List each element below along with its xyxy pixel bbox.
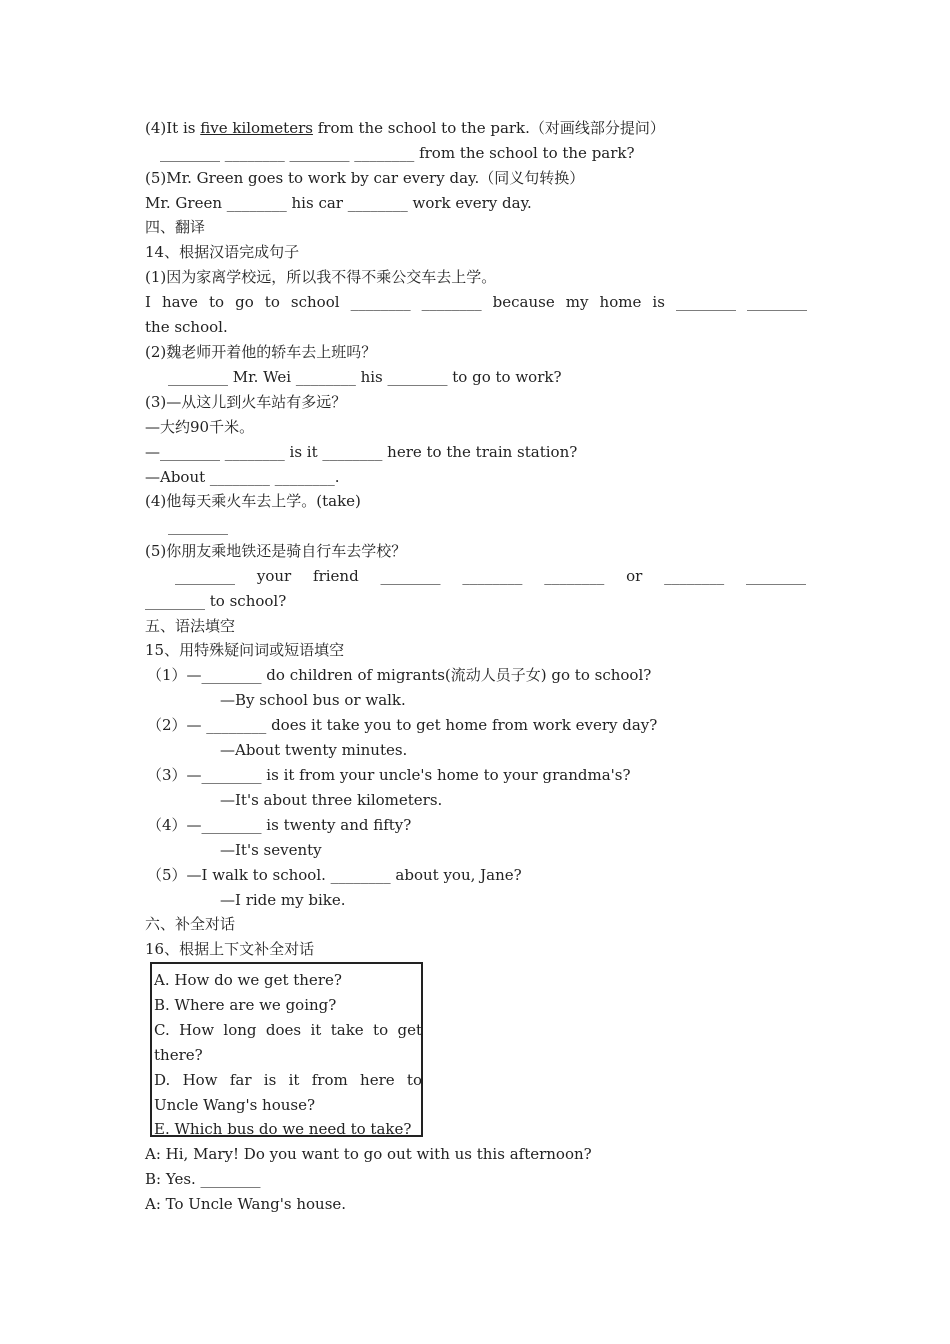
- dialog-line-1: A: Hi, Mary! Do you want to go out with us this afternoon?: [145, 1145, 592, 1163]
- q14-item5-english-line2: ________ to school?: [145, 592, 287, 610]
- q13-item4-answer: ________ ________ ________ ________ from the school to the park?: [160, 144, 635, 162]
- q15-item3-answer: —It's about three kilometers.: [220, 791, 443, 809]
- q14-item5-english-line1: ________ your friend ________ ________ ________ or ________ ________: [175, 567, 806, 585]
- q14-item3-chinese-answer: —大约90千米。: [145, 418, 255, 436]
- q14-title: 14、根据汉语完成句子: [145, 243, 300, 261]
- q14-item4-english: ________: [168, 517, 228, 535]
- dialog-line-3: A: To Uncle Wang's house.: [145, 1195, 347, 1213]
- q14-item1-english-line1: I have to go to school ________ ________ because my home is ________ ________: [145, 293, 807, 311]
- q14-item5-chinese: (5)你朋友乘地铁还是骑自行车去学校？: [145, 542, 407, 560]
- q14-item2-english: ________ Mr. Wei ________ his ________ to go to work?: [168, 368, 562, 386]
- q14-item4-chinese: (4)他每天乘火车去上学。(take): [145, 492, 361, 510]
- q15-item1-question: （1）—________ do children of migrants(流动人员子女) go to school?: [147, 666, 652, 684]
- option-d-line1: D. How far is it from here to: [154, 1071, 422, 1089]
- option-c-line2: there?: [154, 1046, 203, 1064]
- option-b: B. Where are we going?: [154, 996, 337, 1014]
- q14-item3-chinese: (3)—从这儿到火车站有多远？: [145, 393, 347, 411]
- q15-item5-answer: —I ride my bike.: [220, 891, 346, 909]
- q15-item2-question: （2）— ________ does it take you to get home from work every day?: [147, 716, 658, 734]
- q13-item4-prefix: (4)It is: [145, 119, 201, 137]
- q15-item1-answer: —By school bus or walk.: [220, 691, 406, 709]
- q13-item5-answer: Mr. Green ________ his car ________ work every day.: [145, 194, 532, 212]
- q14-item3-english-line1: —________ ________ is it ________ here to the train station?: [145, 443, 578, 461]
- q16-title: 16、根据上下文补全对话: [145, 940, 315, 958]
- q14-item2-chinese: (2)魏老师开着他的轿车去上班吗？: [145, 343, 377, 361]
- option-e: E. Which bus do we need to take?: [154, 1120, 412, 1138]
- q14-item1-chinese: (1)因为家离学校远，所以我不得不乘公交车去上学。: [145, 268, 497, 286]
- q15-item4-question: （4）—________ is twenty and fifty?: [147, 816, 412, 834]
- q15-item4-answer: —It's seventy: [220, 841, 322, 859]
- q15-item5-question: （5）—I walk to school. ________ about you, Jane?: [147, 866, 522, 884]
- option-d-line2: Uncle Wang's house?: [154, 1096, 316, 1114]
- q15-item3-question: （3）—________ is it from your uncle's home to your grandma's?: [147, 766, 631, 784]
- q15-item2-answer: —About twenty minutes.: [220, 741, 408, 759]
- option-a: A. How do we get there?: [154, 971, 342, 989]
- options-box: [150, 962, 423, 1137]
- section5-heading: 五、语法填空: [145, 617, 236, 635]
- q13-item5-question: (5)Mr. Green goes to work by car every day.（同义句转换）: [145, 169, 585, 187]
- section4-heading: 四、翻译: [145, 218, 206, 236]
- section6-heading: 六、补全对话: [145, 915, 236, 933]
- q14-item1-english-line2: the school.: [145, 318, 228, 336]
- q13-item4-question: [145, 118, 665, 138]
- dialog-line-2: B: Yes. ________: [145, 1170, 261, 1188]
- option-c-line1: C. How long does it take to get: [154, 1021, 422, 1039]
- q15-title: 15、用特殊疑问词或短语填空: [145, 641, 345, 659]
- q13-item4-suffix: from the school to the park.（对画线部分提问）: [312, 119, 665, 137]
- q14-item3-english-line2: —About ________ ________.: [145, 468, 340, 486]
- q13-item4-underlined: five kilometers: [200, 119, 313, 137]
